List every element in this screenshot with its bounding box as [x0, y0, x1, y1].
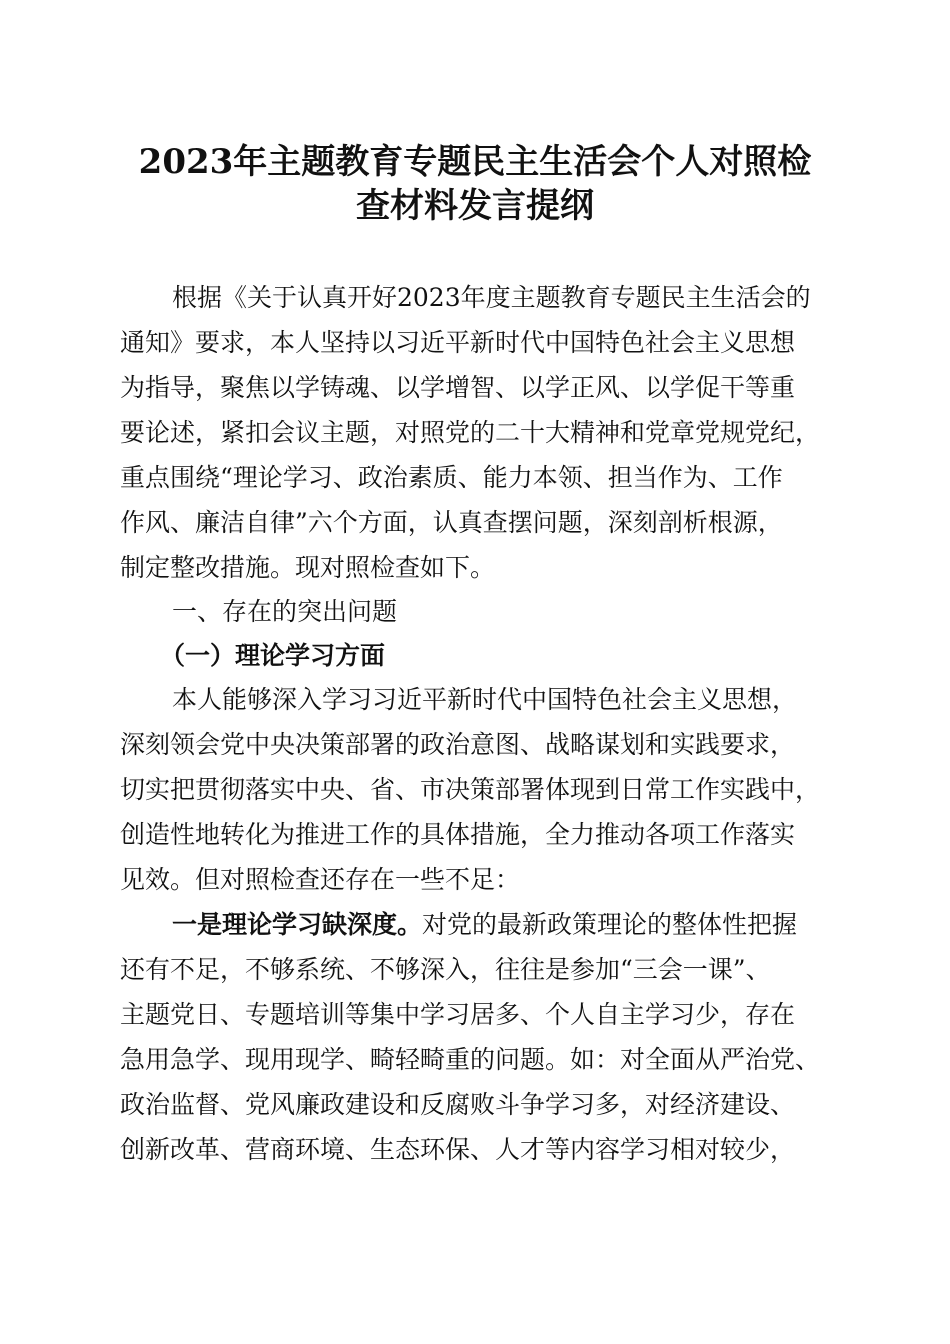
intro-line-4: 要论述，紧扣会议主题，对照党的二十大精神和党章党规党纪， [120, 418, 821, 447]
point-line-4: 急用急学、现用现学、畸轻畸重的问题。如：对全面从严治党、 [120, 1045, 821, 1074]
section-line-1: 本人能够深入学习习近平新时代中国特色社会主义思想， [172, 685, 798, 714]
section-line-5: 见效。但对照检查还存在一些不足： [120, 865, 521, 894]
heading-level-1: 一、存在的突出问题 [172, 597, 398, 626]
section-line-2: 深刻领会党中央决策部署的政治意图、战略谋划和实践要求， [120, 730, 796, 759]
document-title-line-2: 查材料发言提纲 [356, 186, 594, 226]
point-lead-rest: 对党的最新政策理论的整体性把握 [422, 910, 798, 939]
point-line-2: 还有不足，不够系统、不够深入，往往是参加“三会一课”、 [120, 955, 771, 984]
heading-level-2: （一）理论学习方面 [160, 641, 386, 670]
intro-line-5: 重点围绕“理论学习、政治素质、能力本领、担当作为、工作 [120, 463, 783, 492]
point-line-1 [172, 903, 892, 947]
section-line-3: 切实把贯彻落实中央、省、市决策部署体现到日常工作实践中， [120, 775, 821, 804]
section-line-4: 创造性地转化为推进工作的具体措施，全力推动各项工作落实 [120, 820, 796, 849]
point-line-6: 创新改革、营商环境、生态环保、人才等内容学习相对较少， [120, 1135, 796, 1164]
intro-line-1: 根据《关于认真开好2023年度主题教育专题民主生活会的 [172, 283, 811, 312]
intro-line-3: 为指导，聚焦以学铸魂、以学增智、以学正风、以学促干等重 [120, 373, 796, 402]
document-title-line-1: 2023年主题教育专题民主生活会个人对照检 [138, 142, 812, 182]
intro-line-7: 制定整改措施。现对照检查如下。 [120, 553, 496, 582]
point-line-3: 主题党日、专题培训等集中学习居多、个人自主学习少，存在 [120, 1000, 796, 1029]
point-line-5: 政治监督、党风廉政建设和反腐败斗争学习多，对经济建设、 [120, 1090, 796, 1119]
intro-line-6: 作风、廉洁自律”六个方面，认真查摆问题，深刻剖析根源， [120, 508, 783, 537]
intro-line-2: 通知》要求，本人坚持以习近平新时代中国特色社会主义思想 [120, 328, 796, 357]
point-lead-bold: 一是理论学习缺深度。 [172, 910, 423, 939]
